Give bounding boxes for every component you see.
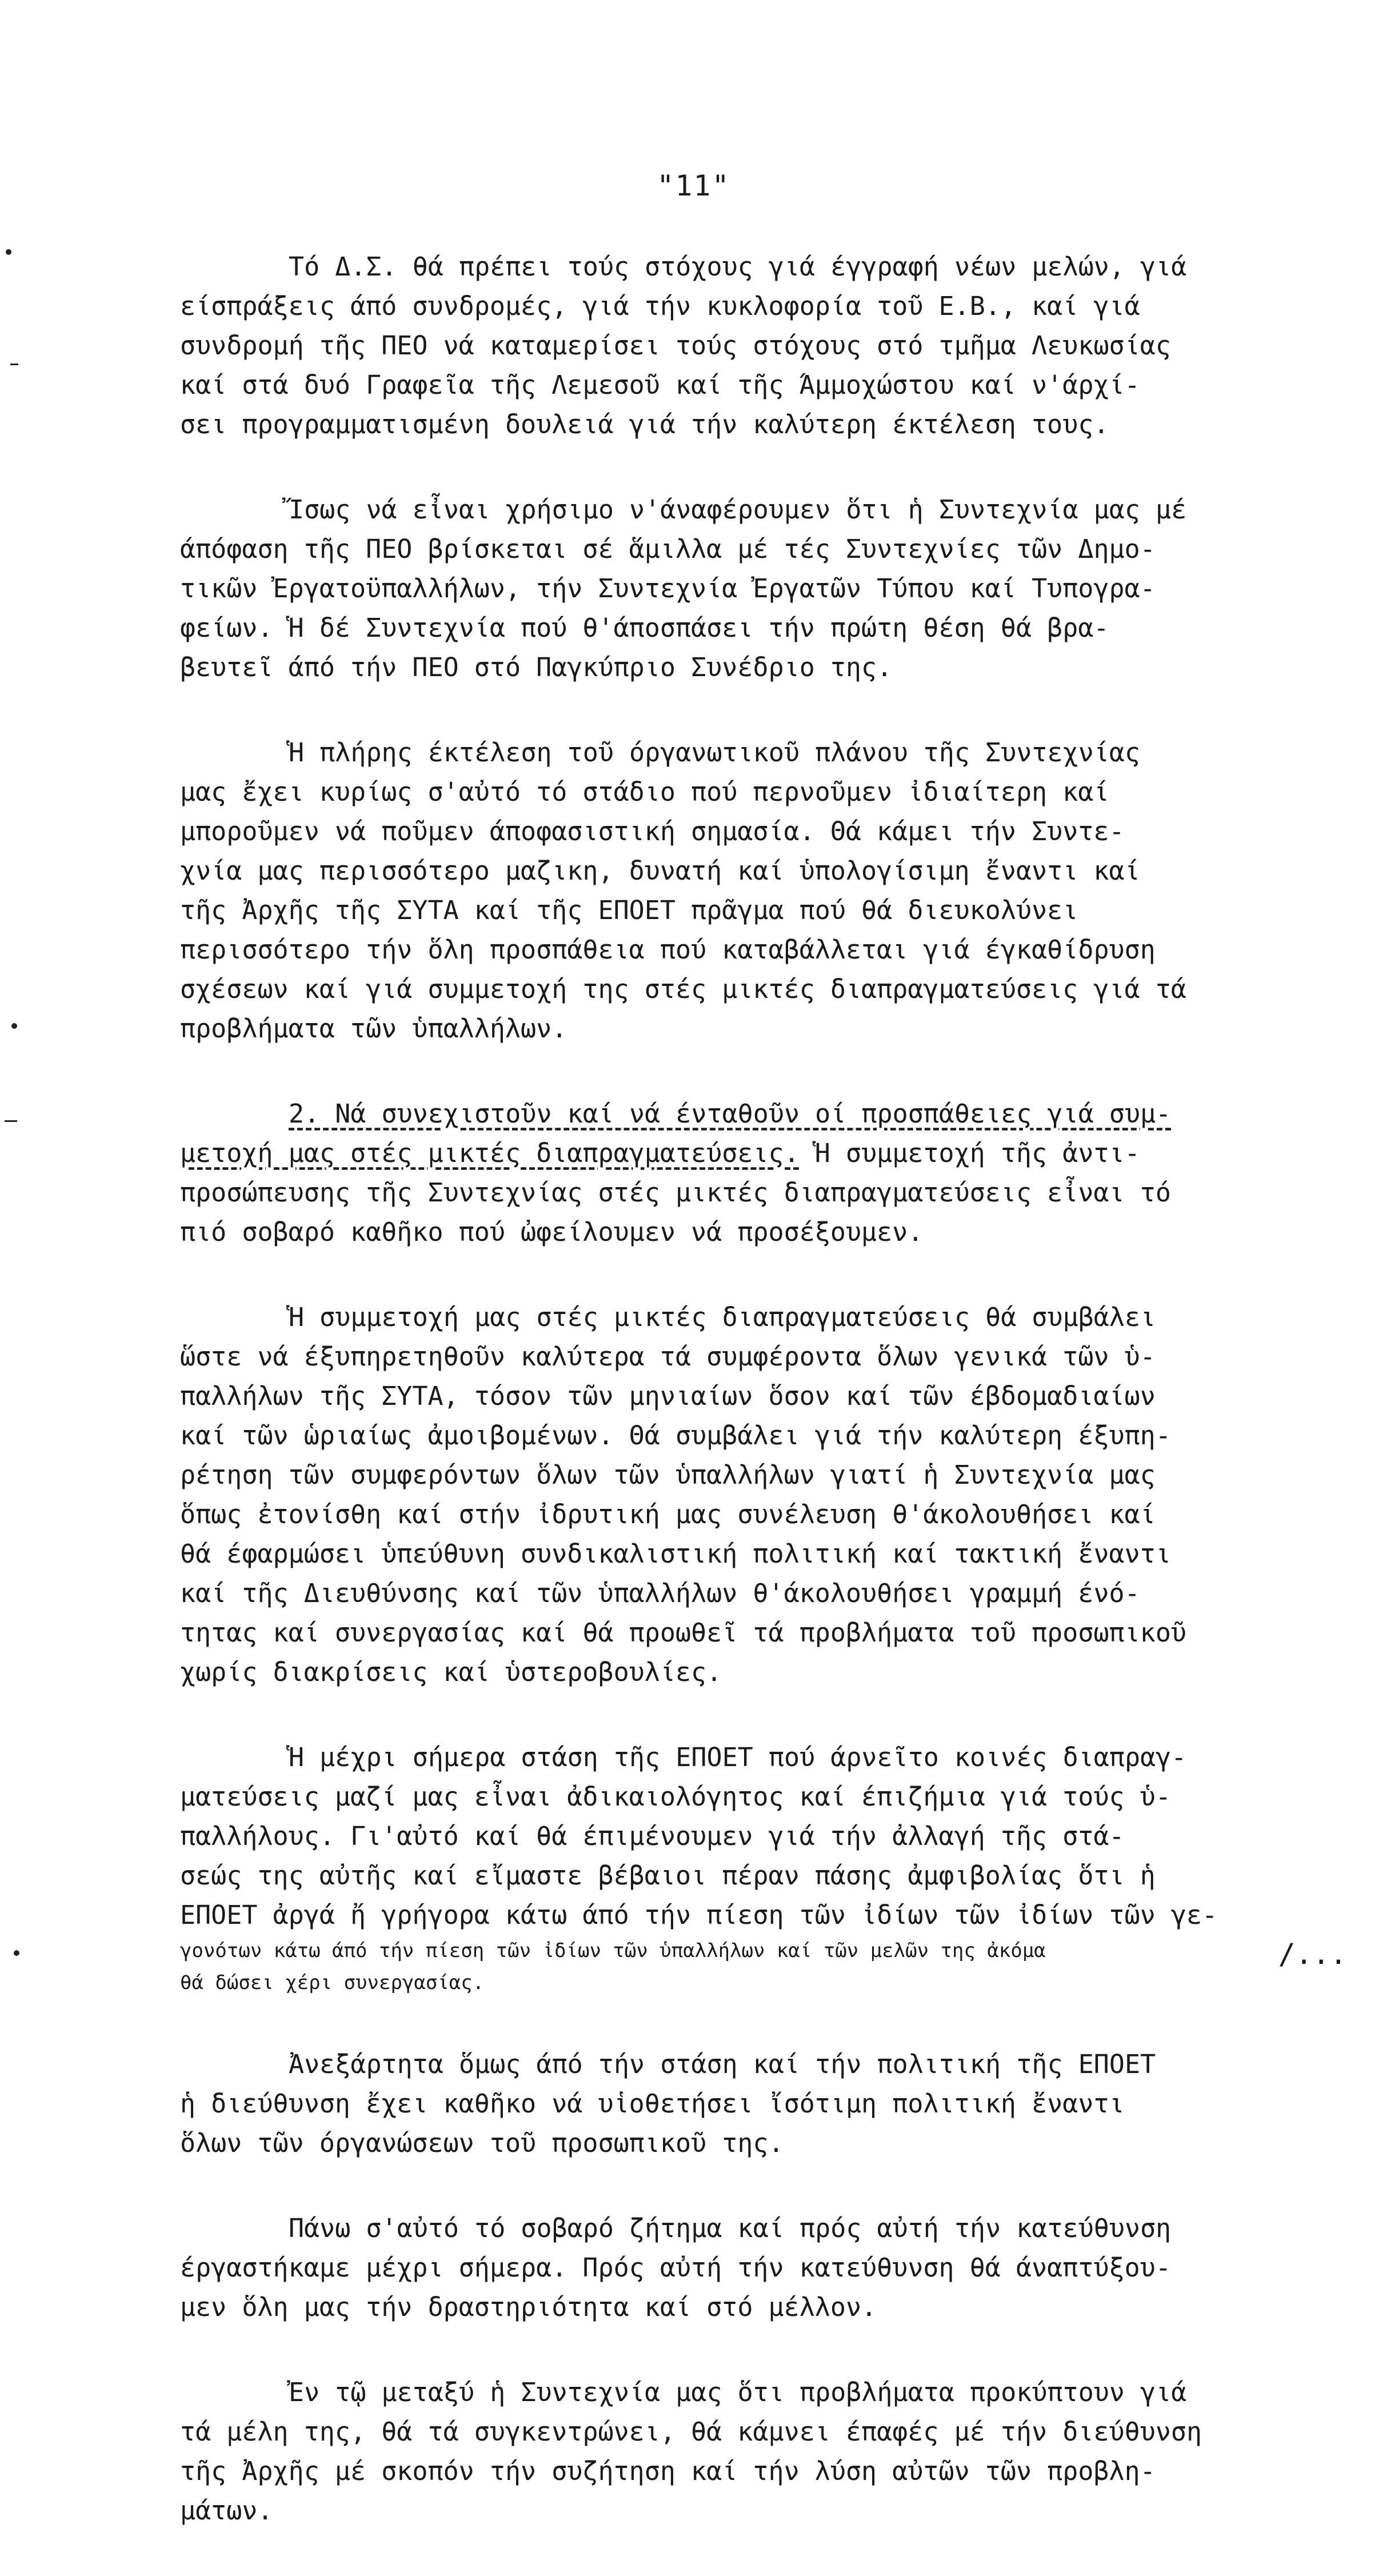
text-line: προβλήματα τῶν ὑπαλλήλων. bbox=[180, 1013, 567, 1044]
paragraph-problems bbox=[180, 2373, 1357, 2530]
paragraph-equal-policy bbox=[180, 2044, 1357, 2163]
margin-mark bbox=[5, 1120, 17, 1122]
text-line: ἡ διεύθυνση ἔχει καθῆκο νά υἱοθετήσει ἴσότιμη πολιτική ἔναντι bbox=[180, 2088, 1125, 2119]
text-line: μάτων. bbox=[180, 2495, 273, 2526]
text-line: θά έφαρμώσει ὑπεύθυνη συνδικαλιστική πολιτική καί τακτική ἔναντι bbox=[180, 1539, 1171, 1569]
text-line: ΕΠΟΕΤ ἀργά ἤ γρήγορα κάτω άπό τήν πίεση τῶν ἰδίων τῶν ἰδίων τῶν γε- bbox=[180, 1900, 1218, 1930]
text-line: ματεύσεις μαζί μας εἶναι ἀδικαιολόγητος καί έπιζήμια γιά τούς ὑ- bbox=[180, 1782, 1171, 1812]
text-line: Ἐν τῷ μεταξύ ἡ Συντεχνία μας ὅτι προβλήματα προκύπτουν γιά bbox=[289, 2377, 1187, 2407]
text-line: μας ἔχει κυρίως σ'αὐτό τό στάδιο πού περνοῦμεν ἰδιαίτερη καί bbox=[180, 777, 1109, 807]
text-line: Τό Δ.Σ. θά πρέπει τούς στόχους γιά έγγραφή νέων μελών, γιά bbox=[289, 251, 1187, 282]
text-line: μποροῦμεν νά ποῦμεν άποφασιστική σημασία. Θά κάμει τήν Συντε- bbox=[180, 816, 1125, 846]
text-line: ὅπως ἐτονίσθη καί στήν ἰδρυτική μας συνέλευση θ'άκολουθήσει καί bbox=[180, 1499, 1156, 1529]
text-line: βευτεῖ άπό τήν ΠΕΟ στό Παγκύπριο Συνέδριο της. bbox=[180, 652, 893, 682]
text-line: καί στά δυό Γραφεῖα τῆς Λεμεσοῦ καί τῆς Άμμοχώστου καί ν'άρχί- bbox=[180, 370, 1140, 400]
paragraph-targets bbox=[180, 247, 1357, 444]
text-line: τῆς Ἀρχῆς μέ σκοπόν τήν συζήτηση καί τήν λύση αὐτῶν τῶν προβλη- bbox=[180, 2456, 1156, 2486]
text-line: τικῶν Ἐργατοϋπαλλήλων, τήν Συντεχνία Ἐργατῶν Τύπου καί Τυπογρα- bbox=[180, 573, 1156, 604]
paragraph-epoet-stance bbox=[180, 1738, 1357, 1999]
text-line: ρέτηση τῶν συμφερόντων ὅλων τῶν ὑπαλλήλων γιατί ἡ Συντεχνία μας bbox=[180, 1460, 1156, 1490]
text-line: Ἀνεξάρτητα ὅμως άπό τήν στάση καί τήν πολιτική τῆς ΕΠΟΕΤ bbox=[289, 2049, 1156, 2079]
section-heading: 2. Νά συνεχιστοῦν καί νά ένταθοῦν οί προσπάθειες γιά συμ- bbox=[289, 1099, 1172, 1129]
document-body bbox=[180, 247, 1357, 2576]
section-heading-cont: μετοχή μας στές μικτές διαπραγματεύσεις. bbox=[180, 1138, 800, 1168]
text-line: παλλήλων τῆς ΣΥΤΑ, τόσον τῶν μηνιαίων ὅσον καί τῶν έβδομαδιαίων bbox=[180, 1381, 1156, 1411]
text-line: σει προγραμματισμένη δουλειά γιά τήν καλύτερη έκτέλεση τους. bbox=[180, 409, 1109, 440]
text-line: πιό σοβαρό καθῆκο πού ὠφείλουμεν νά προσέξουμεν. bbox=[180, 1217, 924, 1247]
text-line: τῆς Ἀρχῆς τῆς ΣΥΤΑ καί τῆς ΕΠΟΕΤ πρᾶγμα πού θά διευκολύνει bbox=[180, 895, 1078, 925]
margin-mark bbox=[10, 364, 18, 365]
continuation-mark: /... bbox=[1278, 1938, 1347, 1971]
text-line: ὅλων τῶν όργανώσεων τοῦ προσωπικοῦ της. bbox=[180, 2128, 784, 2158]
paragraph-organisation-plan bbox=[180, 733, 1357, 1048]
text-line: έργαστήκαμε μέχρι σήμερα. Πρός αὐτή τήν κατεύθυνση θά άναπτύξου- bbox=[180, 2252, 1171, 2283]
paragraph-participation bbox=[180, 1297, 1357, 1692]
text-line: Πάνω σ'αὐτό τό σοβαρό ζήτημα καί πρός αὐτή τήν κατεύθυνση bbox=[289, 2213, 1172, 2243]
paragraph-section-2 bbox=[180, 1094, 1357, 1252]
text-line-small: γονότων κάτω άπό τήν πίεση τῶν ἰδίων τῶν ὑπαλλήλων καί τῶν μελῶν της ἀκόμα bbox=[180, 1939, 1046, 1962]
text-line: Ἴσως νά εἶναι χρήσιμο ν'άναφέρουμεν ὅτι ἡ Συντεχνία μας μέ bbox=[289, 494, 1187, 525]
text-line: μεν ὅλη μας τήν δραστηριότητα καί στό μέλλον. bbox=[180, 2292, 877, 2322]
text-line: ὥστε νά έξυπηρετηθοῦν καλύτερα τά συμφέροντα ὅλων γενικά τῶν ὑ- bbox=[180, 1341, 1156, 1372]
margin-mark bbox=[6, 249, 11, 255]
text-line: Ἡ πλήρης έκτέλεση τοῦ όργανωτικοῦ πλάνου τῆς Συντεχνίας bbox=[289, 737, 1141, 768]
page-number: "11" bbox=[657, 169, 730, 202]
text-line: χνία μας περισσότερο μαζικη, δυνατή καί ὑπολογίσιμη ἔναντι καί bbox=[180, 856, 1140, 886]
paragraph-direction bbox=[180, 2208, 1357, 2327]
text-line: περισσότερο τήν ὅλη προσπάθεια πού καταβάλλεται γιά έγκαθίδρυση bbox=[180, 934, 1156, 965]
text-line: παλλήλους. Γι'αὐτό καί θά έπιμένουμεν γιά τήν ἀλλαγή τῆς στά- bbox=[180, 1821, 1125, 1851]
text-line: σεώς της αὐτῆς καί εἴμαστε βέβαιοι πέραν πάσης ἀμφιβολίας ὅτι ἡ bbox=[180, 1860, 1156, 1891]
text-line: Ἡ συμμετοχή μας στές μικτές διαπραγματεύσεις θά συμβάλει bbox=[289, 1302, 1156, 1332]
text-line: τητας καί συνεργασίας καί θά προωθεῖ τά προβλήματα τοῦ προσωπικοῦ bbox=[180, 1618, 1186, 1648]
text-line: Ἡ συμμετοχή τῆς ἀντι- bbox=[814, 1138, 1140, 1168]
text-line: φείων. Ἡ δέ Συντεχνία πού θ'άποσπάσει τήν πρώτη θέση θά βρα- bbox=[180, 613, 1109, 643]
text-line: σχέσεων καί γιά συμμετοχή της στές μικτές διαπραγματεύσεις γιά τά bbox=[180, 974, 1186, 1004]
text-line: καί τῆς Διευθύνσης καί τῶν ὑπαλλήλων θ'άκολουθήσει γραμμή ένό- bbox=[180, 1578, 1140, 1608]
text-line: καί τῶν ὡριαίως ἀμοιβομένων. Θά συμβάλει γιά τήν καλύτερη έξυπη- bbox=[180, 1420, 1171, 1451]
text-line: χωρίς διακρίσεις καί ὑστεροβουλίες. bbox=[180, 1657, 722, 1687]
text-line: άπόφαση τῆς ΠΕΟ βρίσκεται σέ ἅμιλλα μέ τές Συντεχνίες τῶν Δημο- bbox=[180, 534, 1156, 564]
text-line: συνδρομή τῆς ΠΕΟ νά καταμερίσει τούς στόχους στό τμῆμα Λευκωσίας bbox=[180, 330, 1171, 361]
text-line: Ἡ μέχρι σήμερα στάση τῆς ΕΠΟΕΤ πού άρνεῖτο κοινές διαπραγ- bbox=[289, 1742, 1187, 1772]
margin-mark bbox=[11, 1023, 17, 1029]
margin-mark bbox=[14, 1950, 19, 1956]
paragraph-competition bbox=[180, 490, 1357, 687]
text-line: προσώπευσης τῆς Συντεχνίας στές μικτές διαπραγματεύσεις εἶναι τό bbox=[180, 1177, 1171, 1208]
text-line: τά μέλη της, θά τά συγκεντρώνει, θά κάμνει έπαφές μέ τήν διεύθυνση bbox=[180, 2417, 1202, 2447]
text-line: είσπράξεις άπό συνδρομές, γιά τήν κυκλοφορία τοῦ Ε.Β., καί γιά bbox=[180, 291, 1140, 321]
text-line-small: θά δώσει χέρι συνεργασίας. bbox=[180, 1971, 485, 1994]
